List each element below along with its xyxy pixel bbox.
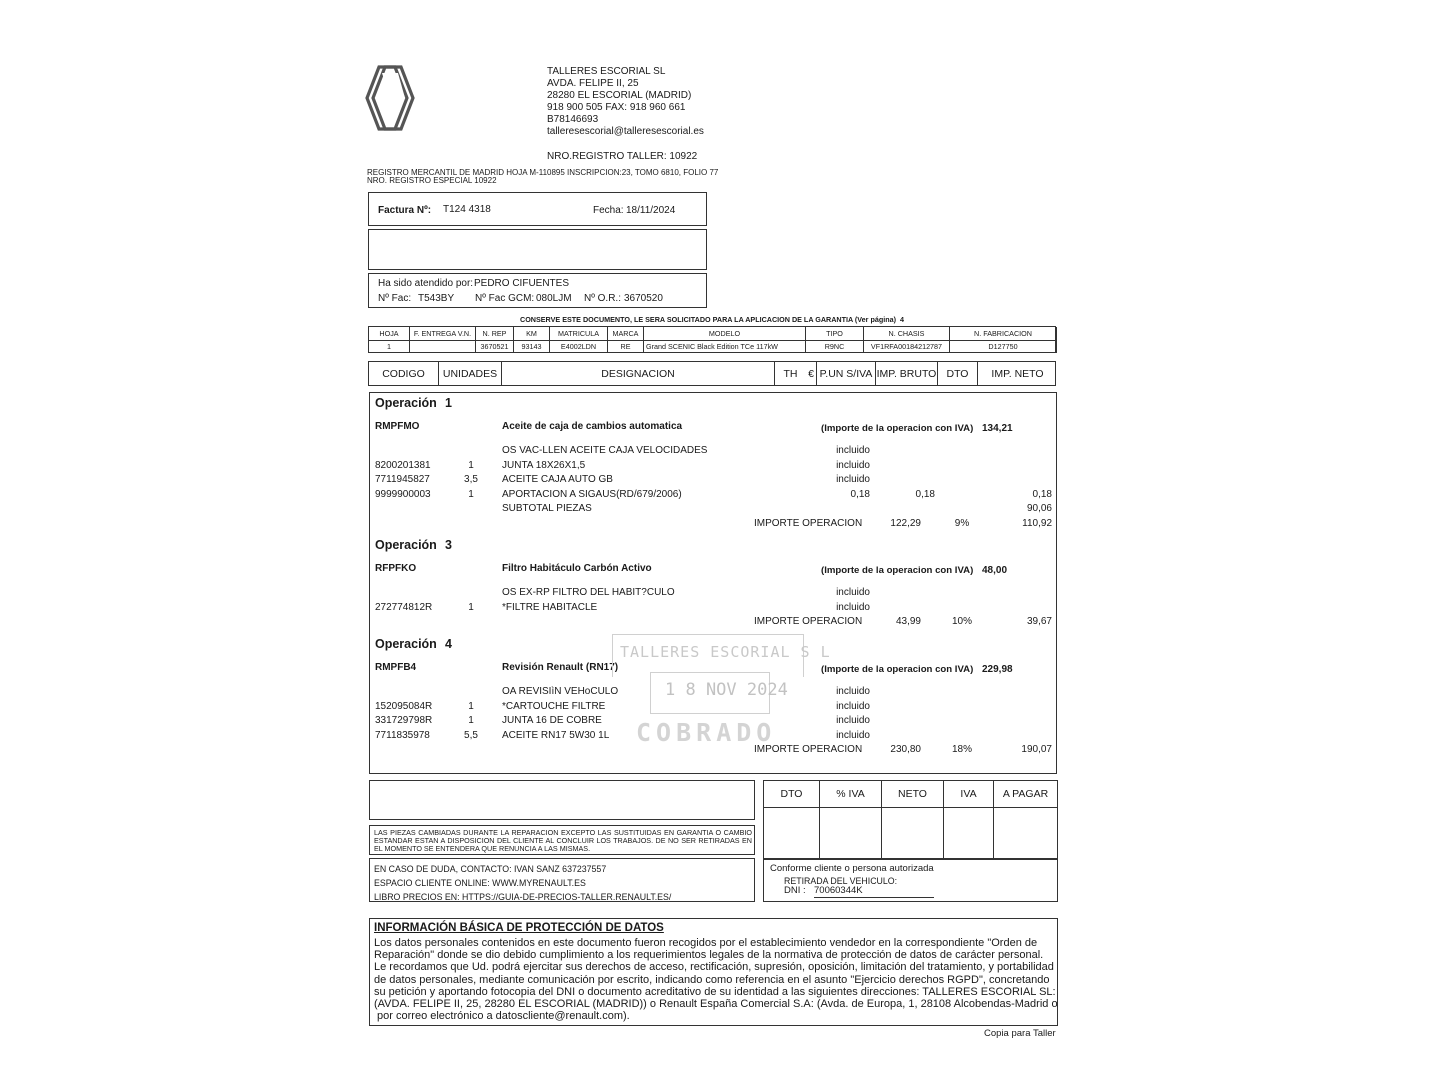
operation-importe-label: (Importe de la operacion con IVA) <box>821 565 974 576</box>
operation-title: Operación <box>375 637 437 651</box>
column-header-7: IMP. BRUTO <box>876 362 938 385</box>
vehicle-header-cell: MARCA <box>608 327 644 340</box>
operation-total-bruto: 43,99 <box>895 616 921 628</box>
item-units: 1 <box>468 715 474 727</box>
item-row <box>370 445 1056 459</box>
operation-total-iva: 9% <box>954 518 970 529</box>
item-desc: ACEITE RN17 5W30 1L <box>502 729 610 741</box>
totals-header-cell: IVA <box>944 781 994 859</box>
contact-line3: LIBRO PRECIOS EN: HTTPS://GUIA-DE-PRECIOS-TALLER.RENAULT.ES/ <box>374 892 672 902</box>
totals-box <box>763 780 1058 860</box>
item-desc: *CARTOUCHE FILTRE <box>502 700 606 712</box>
vehicle-grid <box>368 326 1056 353</box>
operation-code: RMPFB4 <box>375 662 417 673</box>
item-code: 7711945827 <box>375 474 430 486</box>
column-header-2: UNIDADES <box>439 362 502 385</box>
conforme-line2: RETIRADA DEL VEHICULO: <box>784 876 898 886</box>
item-row <box>370 489 1056 503</box>
operation-importe: 134,21 <box>982 423 1013 434</box>
conforme-box <box>763 858 1058 902</box>
conforme-line1: Conforme cliente o persona autorizada <box>770 863 934 874</box>
item-desc: OS EX-RP FILTRO DEL HABIT?CULO <box>502 587 675 598</box>
contact-line1: EN CASO DE DUDA, CONTACTO: IVAN SANZ 637237557 <box>374 864 607 874</box>
conserve-page: 4 <box>900 315 905 324</box>
vehicle-header-cell: HOJA <box>369 327 410 340</box>
vehicle-value-cell: VF1RFA00184212787 <box>864 340 950 353</box>
renault-logo-icon <box>365 65 415 131</box>
items-column-header <box>368 361 1056 386</box>
company-cif: B78146693 <box>547 114 599 125</box>
privacy-line: Le recordamos que Ud. podrá ejercitar sus derechos de acceso, rectificación, supresión, oposición, limitación del tratamiento, y portabilidad <box>374 961 1054 974</box>
dni-value: 70060344K <box>814 885 934 898</box>
vehicle-header-cell: MODELO <box>644 327 806 340</box>
column-header-1: CODIGO <box>369 362 439 385</box>
vehicle-header-cell: F. ENTREGA V.N. <box>410 327 476 340</box>
item-code: 8200201381 <box>375 459 431 471</box>
column-header-9: IMP. NETO <box>991 367 1044 380</box>
stamp-line3: COBRADO <box>636 718 777 747</box>
privacy-line: Reparación" donde se dio debido cumplimiento a los requerimientos legales de la normativa de protección de datos de carácter personal. <box>374 949 1044 962</box>
item-row <box>370 460 1056 474</box>
operation-name: Revisión Renault (RN17) <box>502 662 619 673</box>
attended-name: PEDRO CIFUENTES <box>474 278 570 289</box>
vehicle-value-cell: R9NC <box>806 340 864 353</box>
stamp-line1: TALLERES ESCORIAL S L <box>620 643 831 661</box>
vehicle-value-cell: 3670521 <box>476 340 514 353</box>
contact-line2: ESPACIO CLIENTE ONLINE: WWW.MYRENAULT.ES <box>374 878 586 888</box>
invoice-date: 18/11/2024 <box>626 205 676 216</box>
operation-importe: 48,00 <box>982 565 1008 576</box>
item-code: 7711835978 <box>375 729 430 741</box>
operation-total-bruto: 230,80 <box>890 744 921 756</box>
operation-total-neto: 39,67 <box>1026 616 1052 628</box>
vehicle-value-cell: 1 <box>369 340 410 353</box>
vehicle-value-cell: Grand SCENIC Black Edition TCe 117kW <box>644 340 806 353</box>
operation-name: Filtro Habitáculo Carbón Activo <box>502 563 652 574</box>
gcm-label: Nº Fac GCM: <box>475 293 535 304</box>
bottom-blank-box <box>369 780 755 820</box>
nfac-value: T543BY <box>418 293 455 304</box>
totals-header-cell: % IVA <box>820 781 882 859</box>
operation-code: RMPFMO <box>375 421 420 432</box>
item-desc: OA REVISIìN VEHoCULO <box>502 686 619 697</box>
registro-line2: NRO. REGISTRO ESPECIAL 10922 <box>367 176 497 185</box>
item-desc: OS VAC-LLEN ACEITE CAJA VELOCIDADES <box>502 445 708 456</box>
vehicle-value-cell: RE <box>608 340 644 353</box>
totals-header-cell: DTO <box>764 781 820 859</box>
item-pun: incluido <box>836 715 870 727</box>
item-pun: incluido <box>836 700 870 712</box>
copy-label: Copia para Taller <box>984 1028 1056 1039</box>
vehicle-header-cell: N. FABRICACION <box>950 327 1057 340</box>
operation-importe: 229,98 <box>982 664 1013 675</box>
privacy-line: Los datos personales contenidos en este documento fueron recogidos por el establecimiento vendedor en la correspondiente "Orden de <box>374 937 1038 949</box>
privacy-title: INFORMACIÓN BÁSICA DE PROTECCIÓN DE DATOS <box>374 922 664 934</box>
stamp-date: 1 8 NOV 2024 <box>665 680 788 700</box>
column-header-4: TH <box>783 367 798 380</box>
privacy-line: por correo electrónico a datoscliente@renault.com). <box>374 1010 630 1023</box>
item-pun: incluido <box>836 587 870 598</box>
item-units: 5,5 <box>464 729 478 741</box>
item-units: 3,5 <box>464 474 478 486</box>
item-code: 9999900003 <box>375 488 431 500</box>
item-row <box>370 587 1056 601</box>
invoice-box <box>368 192 707 226</box>
item-pun: incluido <box>836 474 870 486</box>
company-name: TALLERES ESCORIAL SL <box>547 66 666 77</box>
item-row <box>370 503 1056 517</box>
operation-total-iva: 10% <box>951 616 972 628</box>
item-code: 331729798R <box>375 715 433 727</box>
vehicle-header-cell: TIPO <box>806 327 864 340</box>
column-header-6: P.UN S/IVA <box>817 362 876 385</box>
company-address: AVDA. FELIPE II, 25 <box>547 78 639 89</box>
conserve-notice <box>520 314 904 326</box>
item-desc: ACEITE CAJA AUTO GB <box>502 474 613 486</box>
item-neto: 90,06 <box>1026 503 1052 515</box>
conserve-text: CONSERVE ESTE DOCUMENTO, LE SERA SOLICITADO PARA LA APLICACION DE LA GARANTIA (Ver página) <box>520 315 897 324</box>
operation-total-label: IMPORTE OPERACION <box>754 744 863 756</box>
item-units: 1 <box>468 700 474 712</box>
operation-name: Aceite de caja de cambios automatica <box>502 421 683 432</box>
piezas-notice-box <box>369 825 755 855</box>
item-neto: 0,18 <box>1032 488 1052 500</box>
operation-number: 3 <box>445 538 452 552</box>
or-label: Nº O.R.: <box>584 293 621 304</box>
totals-header-cell: A PAGAR <box>1002 788 1049 800</box>
vehicle-value-cell: D127750 <box>950 340 1057 353</box>
operation-number: 1 <box>445 396 452 410</box>
items-area <box>369 392 1057 774</box>
registro-taller: NRO.REGISTRO TALLER: 10922 <box>547 151 698 162</box>
item-code: 272774812R <box>375 601 433 613</box>
vehicle-value-cell: E4002LDN <box>550 340 608 353</box>
vehicle-header-cell: N. CHASIS <box>864 327 950 340</box>
vehicle-header-cell: KM <box>514 327 550 340</box>
item-desc: JUNTA 16 DE COBRE <box>502 715 602 727</box>
privacy-line: de datos personales, mediante comunicación por escrito, indicando como referencia en el asunto "Ejercicio derechos RGPD", concretando <box>374 973 1050 986</box>
attended-label: Ha sido atendido por: <box>378 278 474 289</box>
item-pun: 0,18 <box>850 488 870 500</box>
item-row <box>370 602 1056 616</box>
operation-importe-label: (Importe de la operacion con IVA) <box>821 664 974 675</box>
or-value: 3670520 <box>624 293 663 304</box>
item-pun: incluido <box>836 459 870 471</box>
item-units: 1 <box>468 601 474 613</box>
operation-total-bruto: 122,29 <box>890 518 921 529</box>
attended-box <box>368 273 707 308</box>
item-desc: APORTACION A SIGAUS(RD/679/2006) <box>502 488 682 500</box>
operation-code: RFPFKO <box>375 563 417 574</box>
operation-total-label: IMPORTE OPERACION <box>754 616 863 628</box>
nfac-label: Nº Fac: <box>378 293 412 304</box>
column-header-3: DESIGNACION <box>502 362 775 385</box>
company-phone: 918 900 505 FAX: 918 960 661 <box>547 102 686 113</box>
item-pun: incluido <box>836 729 870 741</box>
invoice-number: T124 4318 <box>443 204 491 215</box>
gcm-value: 080LJM <box>536 293 572 304</box>
item-code: 152095084R <box>375 700 433 712</box>
privacy-line: (AVDA. FELIPE II, 25, 28280 EL ESCORIAL (MADRID)) o Renault España Comercial S.A: (Avda. de Europa, 1, 28108 Alcobendas-Madrid o <box>374 998 1058 1010</box>
operation-total-label: IMPORTE OPERACION <box>754 518 863 529</box>
company-city: 28280 EL ESCORIAL (MADRID) <box>547 90 692 101</box>
item-pun: incluido <box>836 686 870 697</box>
operation-number: 4 <box>445 637 452 651</box>
item-desc: JUNTA 18X26X1,5 <box>502 459 586 471</box>
operation-importe-label: (Importe de la operacion con IVA) <box>821 423 974 434</box>
operation-total-neto: 110,92 <box>1022 518 1052 529</box>
item-units: 1 <box>468 488 474 500</box>
item-row <box>370 474 1056 488</box>
column-header-5: € <box>806 362 817 385</box>
piezas-notice: LAS PIEZAS CAMBIADAS DURANTE LA REPARACION EXCEPTO LAS SUSTITUIDAS EN GARANTIA O CAMBIO ESTANDAR ESTAN A DISPOSICION DEL CLIENTE AL CONCLUIR LOS TRABAJOS. DE NO SER RETIRADAS EN EL MOMENTO SE ENTENDERA QUE RENUNCIA A LAS MISMAS. <box>374 828 752 853</box>
item-desc: *FILTRE HABITACLE <box>502 601 598 613</box>
totals-header-cell: NETO <box>882 781 944 859</box>
item-bruto: 0,18 <box>915 488 935 500</box>
item-desc: SUBTOTAL PIEZAS <box>502 503 592 515</box>
blank-box <box>368 229 707 270</box>
item-units: 1 <box>468 459 474 471</box>
vehicle-header-cell: MATRICULA <box>550 327 608 340</box>
item-pun: incluido <box>836 445 870 456</box>
column-header-8: DTO <box>938 362 978 385</box>
vehicle-header-cell: N. REP <box>476 327 514 340</box>
vehicle-value-cell: 93143 <box>514 340 550 353</box>
operation-total-iva: 18% <box>951 744 972 756</box>
invoice-label: Factura Nº: <box>378 205 432 216</box>
privacy-line: su petición y aportando fotocopia del DNI o documento acreditativo de su identidad a las siguientes direcciones: TALLERES ESCORIAL SL: <box>374 985 1056 998</box>
vehicle-value-cell <box>410 340 476 353</box>
operation-title: Operación <box>375 396 437 410</box>
company-email: talleresescorial@talleresescorial.es <box>547 126 704 137</box>
dni-label: DNI : <box>784 885 806 896</box>
contact-box <box>369 858 755 902</box>
operation-total-neto: 190,07 <box>1021 744 1052 756</box>
invoice-date-label: Fecha: <box>593 205 624 216</box>
item-pun: incluido <box>836 601 870 613</box>
registro-line1: REGISTRO MERCANTIL DE MADRID HOJA M-110895 INSCRIPCION:23, TOMO 6810, FOLIO 77 <box>367 168 719 177</box>
operation-title: Operación <box>375 538 437 552</box>
